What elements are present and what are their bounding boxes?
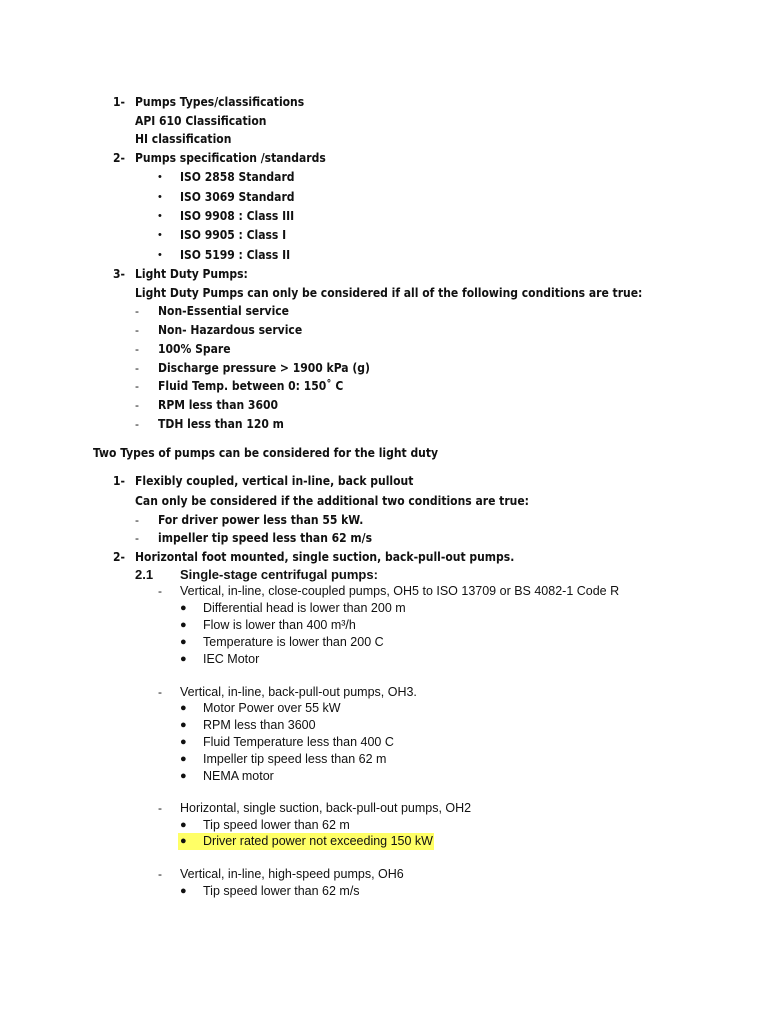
two-types-heading: Two Types of pumps can be considered for the light duty [93, 446, 439, 460]
bullet-icon: ● [180, 736, 187, 748]
section-1-item: API 610 Classification [135, 114, 267, 128]
bullet-icon: ● [180, 619, 187, 631]
condition-item: TDH less than 120 m [158, 417, 284, 431]
standard-item: ISO 2858 Standard [180, 170, 295, 184]
section-2-number: 2- [113, 151, 125, 165]
group-item: Temperature is lower than 200 C [203, 635, 384, 649]
dash-icon: - [135, 417, 139, 431]
group-item: Differential head is lower than 200 m [203, 601, 406, 615]
group-title: Vertical, in-line, back-pull-out pumps, OH3. [180, 685, 417, 699]
condition-item: Non- Hazardous service [158, 323, 303, 337]
dash-icon: - [135, 323, 139, 337]
standard-item: ISO 9908 : Class III [180, 209, 295, 223]
bullet-icon: ● [180, 636, 187, 648]
bullet-icon: ● [180, 653, 187, 665]
dash-icon: - [135, 342, 139, 356]
section-2-title: Pumps specification /standards [135, 151, 326, 165]
group-title: Horizontal, single suction, back-pull-out pumps, OH2 [180, 801, 472, 815]
bullet-icon: ● [180, 835, 187, 847]
bullet-icon: • [158, 210, 162, 222]
condition-item: For driver power less than 55 kW. [158, 513, 364, 527]
type-1-title: Flexibly coupled, vertical in-line, back pullout [135, 474, 414, 488]
dash-icon: - [135, 304, 139, 318]
group-item: Fluid Temperature less than 400 C [203, 735, 394, 749]
condition-item: Discharge pressure > 1900 kPa (g) [158, 361, 370, 375]
bullet-icon: • [158, 171, 162, 183]
group-title: Vertical, in-line, close-coupled pumps, OH5 to ISO 13709 or BS 4082-1 Code R [180, 584, 620, 598]
group-item: Flow is lower than 400 m³/h [203, 618, 356, 632]
bullet-icon: • [158, 249, 162, 261]
dash-icon: - [135, 361, 139, 375]
group-item: NEMA motor [203, 769, 274, 783]
type-2-title: Horizontal foot mounted, single suction, back-pull-out pumps. [135, 550, 515, 564]
section-1-item: HI classification [135, 132, 232, 146]
section-1-title: Pumps Types/classifications [135, 95, 305, 109]
bullet-icon: ● [180, 753, 187, 765]
dash-icon: - [158, 584, 162, 598]
standard-item: ISO 9905 : Class I [180, 228, 287, 242]
bullet-icon: ● [180, 885, 187, 897]
type-1-intro: Can only be considered if the additional two conditions are true: [135, 494, 529, 508]
bullet-icon: ● [180, 819, 187, 831]
dash-icon: - [135, 379, 139, 393]
condition-item: RPM less than 3600 [158, 398, 278, 412]
type-2-number: 2- [113, 550, 125, 564]
standard-item: ISO 5199 : Class II [180, 248, 291, 262]
bullet-icon: ● [180, 719, 187, 731]
subsection-number: 2.1 [135, 567, 154, 582]
group-title: Vertical, in-line, high-speed pumps, OH6 [180, 867, 404, 881]
condition-item: impeller tip speed less than 62 m/s [158, 531, 373, 545]
dash-icon: - [135, 398, 139, 412]
section-1-number: 1- [113, 95, 125, 109]
bullet-icon: • [158, 191, 162, 203]
subsection-title: Single-stage centrifugal pumps: [180, 567, 378, 582]
highlight-band [178, 833, 434, 850]
group-item: IEC Motor [203, 652, 260, 666]
group-item: Tip speed lower than 62 m/s [203, 884, 360, 898]
dash-icon: - [158, 801, 162, 815]
section-3-title: Light Duty Pumps: [135, 267, 248, 281]
group-item: Tip speed lower than 62 m [203, 818, 350, 832]
bullet-icon: ● [180, 770, 187, 782]
condition-item: Non-Essential service [158, 304, 289, 318]
section-3-number: 3- [113, 267, 125, 281]
standard-item: ISO 3069 Standard [180, 190, 295, 204]
dash-icon: - [158, 685, 162, 699]
group-item: Motor Power over 55 kW [203, 701, 341, 715]
bullet-icon: ● [180, 602, 187, 614]
dash-icon: - [158, 867, 162, 881]
dash-icon: - [135, 513, 139, 527]
section-3-intro: Light Duty Pumps can only be considered if all of the following conditions are true: [135, 286, 643, 300]
bullet-icon: ● [180, 702, 187, 714]
highlighted-item: Driver rated power not exceeding 150 kW [203, 834, 433, 848]
dash-icon: - [135, 531, 139, 545]
condition-item: Fluid Temp. between 0: 150˚ C [158, 379, 344, 393]
type-1-number: 1- [113, 474, 125, 488]
condition-item: 100% Spare [158, 342, 231, 356]
group-item: Impeller tip speed less than 62 m [203, 752, 387, 766]
group-item: RPM less than 3600 [203, 718, 316, 732]
bullet-icon: • [158, 229, 162, 241]
